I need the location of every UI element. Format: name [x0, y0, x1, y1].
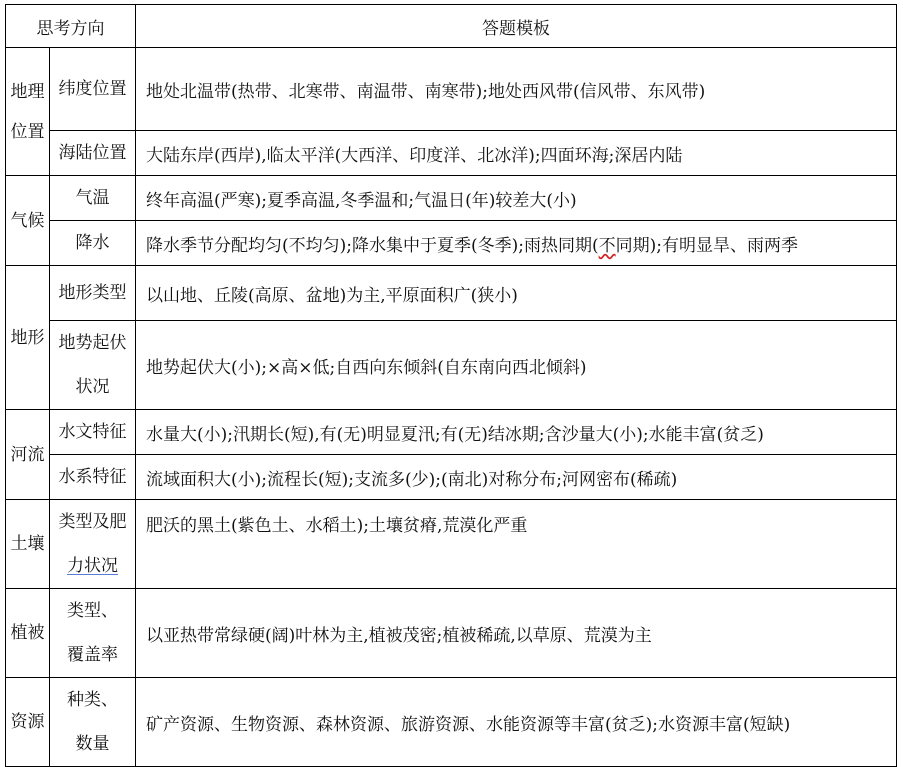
answer-latitude: 地处北温带(热带、北寒带、南温带、南寒带);地处西风带(信风带、东风带) — [136, 48, 897, 131]
answer-hydrology: 水量大(小);汛期长(短),有(无)明显夏汛;有(无)结冰期;含沙量大(小);水能丰富(贫乏) — [136, 410, 897, 455]
answer-terrain-type: 以山地、丘陵(高原、盆地)为主,平原面积广(狭小) — [136, 266, 897, 321]
spellcheck-underline: 不 — [598, 235, 616, 256]
sub-vegetation-line2: 覆盖率 — [67, 645, 118, 665]
answer-relief: 地势起伏大(小);×高×低;自西向东倾斜(自东南向西北倾斜) — [136, 321, 897, 410]
sub-resources-line1: 种类、 — [67, 690, 118, 710]
sub-relief — [50, 321, 136, 410]
sub-hydrology: 水文特征 — [50, 410, 136, 455]
answer-soil: 肥沃的黑土(紫色土、水稻土);土壤贫瘠,荒漠化严重 — [136, 500, 897, 589]
answer-precipitation — [136, 221, 897, 266]
sub-soil — [50, 500, 136, 589]
answer-precipitation-part-a: 降水季节分配均匀(不均匀);降水集中于夏季(冬季);雨热同期( — [146, 235, 599, 256]
category-resources: 资源 — [6, 678, 50, 767]
category-river: 河流 — [6, 410, 50, 500]
answer-river-system: 流域面积大(小);流程长(短);支流多(少);(南北)对称分布;河网密布(稀疏) — [136, 455, 897, 500]
category-location — [6, 48, 50, 176]
sub-precipitation: 降水 — [50, 221, 136, 266]
answer-precipitation-part-c: 同期);有明显旱、雨两季 — [615, 235, 798, 256]
table-row — [6, 131, 897, 176]
sub-terrain-type: 地形类型 — [50, 266, 136, 321]
sub-soil-line1: 类型及肥 — [58, 512, 127, 532]
table-row — [6, 221, 897, 266]
table-row — [6, 455, 897, 500]
category-climate: 气候 — [6, 176, 50, 266]
category-vegetation: 植被 — [6, 589, 50, 678]
sub-resources-line2: 数量 — [75, 734, 110, 754]
sub-vegetation — [50, 589, 136, 678]
geography-answer-table — [5, 4, 897, 767]
sub-soil-line2: 力状况 — [67, 556, 118, 576]
category-location-line1: 地理 — [10, 81, 45, 102]
answer-vegetation: 以亚热带常绿硬(阔)叶林为主,植被茂密;植被稀疏,以草原、荒漠为主 — [136, 589, 897, 678]
sub-latitude: 纬度位置 — [50, 48, 136, 131]
table-row — [6, 410, 897, 455]
table-row — [6, 176, 897, 221]
category-soil: 土壤 — [6, 500, 50, 589]
answer-resources: 矿产资源、生物资源、森林资源、旅游资源、水能资源等丰富(贫乏);水资源丰富(短缺) — [136, 678, 897, 767]
header-direction: 思考方向 — [6, 5, 136, 48]
answer-land-sea: 大陆东岸(西岸),临太平洋(大西洋、印度洋、北冰洋);四面环海;深居内陆 — [136, 131, 897, 176]
answer-temperature: 终年高温(严寒);夏季高温,冬季温和;气温日(年)较差大(小) — [136, 176, 897, 221]
table-row — [6, 48, 897, 131]
category-terrain: 地形 — [6, 266, 50, 410]
sub-resources — [50, 678, 136, 767]
table-row — [6, 321, 897, 410]
table-row — [6, 589, 897, 678]
sub-temperature: 气温 — [50, 176, 136, 221]
category-location-line2: 位置 — [10, 121, 45, 142]
header-row — [6, 5, 897, 48]
table-row — [6, 266, 897, 321]
sub-river-system: 水系特征 — [50, 455, 136, 500]
table-row — [6, 678, 897, 767]
sub-relief-line1: 地势起伏 — [58, 333, 127, 353]
sub-land-sea: 海陆位置 — [50, 131, 136, 176]
header-template: 答题模板 — [136, 5, 897, 48]
table-row — [6, 500, 897, 589]
sub-vegetation-line1: 类型、 — [67, 601, 118, 621]
sub-relief-line2: 状况 — [75, 377, 110, 397]
